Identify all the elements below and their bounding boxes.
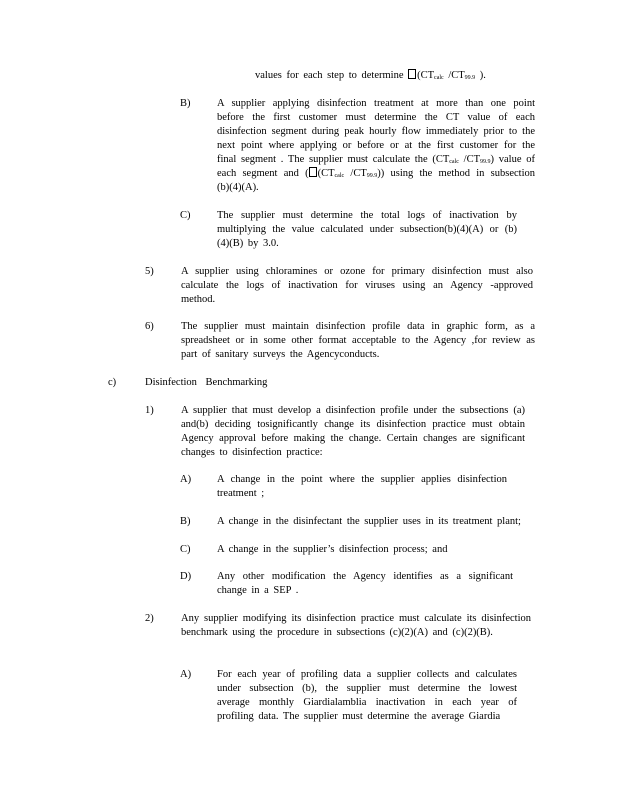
section-label: c) (108, 377, 117, 388)
item-label: B) (180, 516, 191, 527)
continuation-line: values for each step to determine ($CT_{calc}$ $/CT_{99.9}$ ). (255, 70, 486, 81)
paragraph-c1-significant-changes: A supplier that must develop a disinfection profile under the subsections (a) and(b) deciding tosignificantly change its disinfection practice must obtain Agency approval before making the change. Certain changes are significant changes to disinfection practice: (181, 405, 525, 458)
item-label: C) (180, 210, 191, 221)
item-label: A) (180, 474, 192, 485)
paragraph-c1a: A change in the point where the supplier applies disinfection treatment ; (217, 474, 507, 499)
missing-glyph-icon (309, 167, 317, 177)
item-label: D) (180, 571, 192, 582)
item-label: 1) (145, 405, 154, 416)
paragraph-6-profile-data: The supplier must maintain disinfection profile data in graphic form, as a spreadsheet or in some other format acceptable to the Agency ,for review as part of sanitary surveys the Agencyconducts. (181, 321, 535, 360)
section-heading: Disinfection Benchmarking (145, 377, 268, 388)
item-label: 5) (145, 266, 154, 277)
item-label: 2) (145, 613, 154, 624)
item-label: A) (180, 669, 192, 680)
paragraph-c2-benchmark: Any supplier modifying its disinfection practice must calculate its disinfection benchmark using the procedure in subsections (c)(2)(A) and (c)(2)(B). (181, 613, 531, 638)
item-label: 6) (145, 321, 154, 332)
paragraph-c-total-logs: The supplier must determine the total logs of inactivation by multiplying the value calculated under subsection(b)(4)(A) or (b)(4)(B) by 3.0. (217, 210, 517, 249)
paragraph-c1c: A change in the supplier’s disinfection process; and (217, 544, 448, 555)
paragraph-c1b: A change in the disinfectant the supplier uses in its treatment plant; (217, 516, 521, 527)
missing-glyph-icon (408, 69, 416, 79)
paragraph-5-chloramines: A supplier using chloramines or ozone for primary disinfection must also calculate the logs of inactivation for viruses using an Agency -approved method. (181, 266, 533, 305)
item-label: C) (180, 544, 191, 555)
paragraph-c1d: Any other modification the Agency identifies as a significant change in a SEP . (217, 571, 513, 596)
paragraph-c2a-giardia: For each year of profiling data a supplier collects and calculates under subsection (b), the supplier must determine the lowest average monthly Giardialamblia inactivation in each year of profiling data. The supplier must determine the average Giardia (217, 669, 517, 722)
paragraph-b-segments: A supplier applying disinfection treatment at more than one point before the first customer must determine the CT value of each disinfection segment during peak hourly flow immediately prior to the next point where applying or before or at the first customer for the final segment . The supplier must calculate the ($CT_{calc}$ $/CT_{99.9}$) value of each segment and ( ($CT_{calc}$ $/CT_{99.9}$)) using the method in subsection (b)(4)(A). (217, 98, 535, 193)
item-label: B) (180, 98, 191, 109)
